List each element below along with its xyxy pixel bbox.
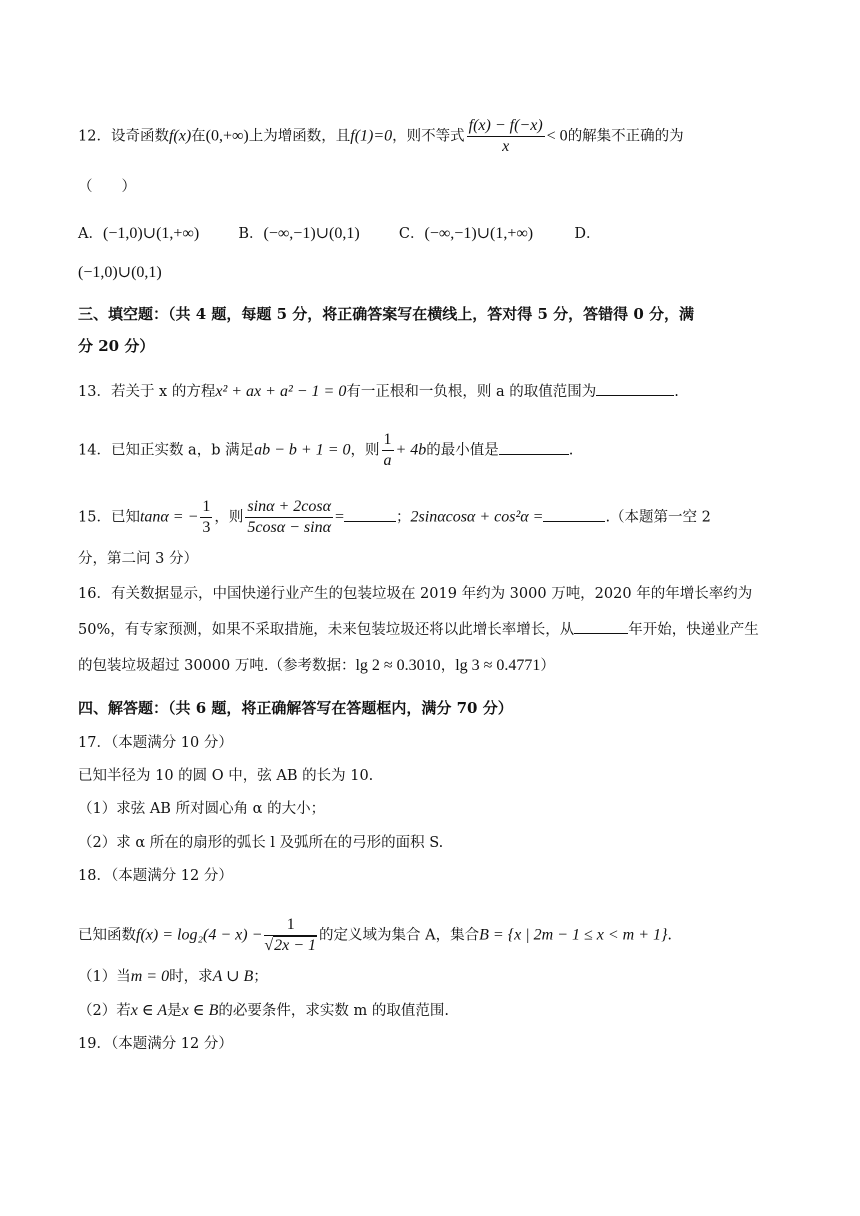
q18-set-b: B = {x | 2m − 1 ≤ x < m + 1} bbox=[479, 926, 668, 944]
sqrt-radicand: 2x − 1 bbox=[274, 937, 317, 954]
section4-title: 四、解答题：（共 6 题，将正确解答写在答题框内，满分 70 分） bbox=[78, 699, 513, 717]
option-d-value bbox=[78, 265, 790, 281]
q12-condition: f(1)=0 bbox=[350, 127, 393, 145]
q18-stem bbox=[78, 917, 790, 954]
option-a-value: (−1,0)∪(1,+∞) bbox=[102, 225, 200, 242]
q18-text: 时，求 bbox=[169, 969, 213, 985]
q16-ref-lg3: lg 3 ≈ 0.4771 bbox=[455, 657, 541, 674]
q12-inequality: < 0 bbox=[546, 127, 568, 145]
fraction-numerator: 1 bbox=[382, 432, 394, 451]
option-b-letter: B． bbox=[238, 226, 264, 242]
q17-part-2: （2）求 α 所在的扇形的弧长 l 及弧所在的弓形的面积 S. bbox=[78, 835, 444, 851]
q16-end: ） bbox=[540, 658, 555, 674]
q14-stem bbox=[78, 432, 790, 469]
fraction-denominator: 3 bbox=[202, 519, 211, 536]
fraction-denominator: 5cosα − sinα bbox=[247, 519, 331, 536]
q16-line-2 bbox=[78, 623, 790, 638]
fraction-numerator: 1 bbox=[264, 917, 317, 936]
q14-condition: ab − b + 1 = 0 bbox=[254, 441, 351, 459]
q16-line-3 bbox=[78, 658, 790, 674]
q16-answer-blank[interactable] bbox=[574, 632, 628, 634]
q13-answer-blank[interactable] bbox=[596, 394, 674, 396]
q18-x-in-b: x ∈ B bbox=[181, 1002, 219, 1019]
fraction-numerator: f(x) − f(−x) bbox=[467, 118, 545, 137]
q12-text: ，则不等式 bbox=[392, 128, 465, 145]
q12-text: 的解集不正确的为 bbox=[567, 128, 684, 145]
q18-text: 的定义域为集合 A，集合 bbox=[319, 927, 480, 944]
q17-stem: 已知半径为 10 的圆 O 中，弦 AB 的长为 10. bbox=[78, 768, 374, 784]
q14-answer-blank[interactable] bbox=[499, 453, 569, 455]
section3-title-cont: 分 20 分） bbox=[78, 337, 155, 355]
q15-stem bbox=[78, 499, 790, 536]
section3-title: 三、填空题：（共 4 题，每题 5 分，将正确答案写在横线上，答对得 5 分，答错得 0 分，满 bbox=[78, 305, 695, 323]
option-c-letter: C． bbox=[398, 226, 425, 242]
q18-fraction bbox=[264, 917, 317, 954]
q15-answer-blank-2[interactable] bbox=[543, 520, 605, 522]
q18-union: A ∪ B bbox=[212, 968, 254, 985]
q18-part-2 bbox=[78, 1003, 790, 1019]
q16-ref-lg2: lg 2 ≈ 0.3010 bbox=[355, 657, 441, 674]
q14-end: . bbox=[568, 442, 574, 459]
q12-options bbox=[78, 226, 790, 242]
q18-function: f(x) = log₂(4 − x) − bbox=[136, 926, 263, 944]
q16-text: 50%，有专家预测，如果不采取措施，未来包装垃圾还将以此增长率增长，从 bbox=[78, 622, 575, 638]
q13-text: 13．若关于 x 的方程 bbox=[78, 384, 216, 400]
q18-x-in-a: x ∈ A bbox=[130, 1002, 168, 1019]
q14-term: + 4b bbox=[395, 441, 427, 459]
q15-fraction-2 bbox=[245, 499, 333, 536]
q16-line-1: 16．有关数据显示，中国快递行业产生的包装垃圾在 2019 年约为 3000 万吨，2020 年的年增长率约为 bbox=[78, 586, 753, 602]
option-a-letter: A． bbox=[78, 226, 103, 242]
q12-text: 上为增函数，且 bbox=[248, 128, 351, 145]
q18-text: （1）当 bbox=[78, 969, 131, 985]
q19-head: 19．（本题满分 12 分） bbox=[78, 1036, 233, 1052]
q15-equals: = bbox=[334, 508, 345, 526]
q13-text: 有一正根和一负根，则 a 的取值范围为 bbox=[346, 384, 597, 400]
q15-expression: 2sinαcosα + cos²α = bbox=[410, 508, 544, 526]
q18-text: 已知函数 bbox=[78, 927, 136, 944]
fraction-denominator: x bbox=[502, 138, 510, 155]
fraction-numerator: 1 bbox=[200, 499, 212, 518]
q12-stem bbox=[78, 118, 790, 155]
q18-part-1 bbox=[78, 969, 790, 985]
q14-text: 14．已知正实数 a，b 满足 bbox=[78, 442, 255, 459]
q15-separator: ； bbox=[396, 509, 411, 526]
q12-text: 12．设奇函数 bbox=[78, 128, 169, 145]
q15-answer-blank-1[interactable] bbox=[344, 520, 396, 522]
q12-fraction bbox=[467, 118, 545, 155]
q18-end: ； bbox=[253, 969, 268, 985]
q16-text: 的包装垃圾超过 30000 万吨.（参考数据： bbox=[78, 658, 356, 674]
q16-text: 年开始，快递业产生 bbox=[628, 622, 759, 638]
q14-text: 的最小值是 bbox=[426, 442, 499, 459]
fraction-denominator: √2x − 1 bbox=[264, 937, 317, 954]
q18-text: 的必要条件，求实数 m 的取值范围. bbox=[218, 1003, 449, 1019]
q14-text: ，则 bbox=[350, 442, 380, 459]
option-d-text: (−1,0)∪(0,1) bbox=[78, 264, 162, 281]
fraction-denominator: a bbox=[383, 452, 392, 469]
q15-text: 15．已知 bbox=[78, 509, 140, 526]
q15-fraction-1 bbox=[200, 499, 212, 536]
q17-head: 17．（本题满分 10 分） bbox=[78, 735, 233, 751]
q18-end: . bbox=[667, 927, 672, 944]
q15-text: ，则 bbox=[214, 509, 244, 526]
q15-stem-cont: 分，第二问 3 分） bbox=[78, 551, 198, 567]
q16-comma: ， bbox=[440, 658, 456, 674]
q17-part-1: （1）求弦 AB 所对圆心角 α 的大小； bbox=[78, 801, 326, 817]
q18-head: 18．（本题满分 12 分） bbox=[78, 868, 233, 884]
q18-text: （2）若 bbox=[78, 1003, 131, 1019]
q12-answer-paren: （ ） bbox=[78, 179, 136, 195]
option-d-letter: D． bbox=[574, 226, 601, 242]
q13-stem bbox=[78, 384, 790, 400]
q18-m-value: m = 0 bbox=[130, 968, 170, 985]
q12-interval: (0,+∞) bbox=[205, 127, 249, 145]
q13-end: . bbox=[674, 384, 679, 400]
q12-function: f(x) bbox=[168, 127, 192, 145]
fraction-numerator: sinα + 2cosα bbox=[245, 499, 333, 518]
q18-text: 是 bbox=[167, 1003, 182, 1019]
q14-fraction bbox=[382, 432, 394, 469]
option-c-value: (−∞,−1)∪(1,+∞) bbox=[424, 225, 534, 242]
q12-text: 在 bbox=[191, 128, 206, 145]
option-b-value: (−∞,−1)∪(0,1) bbox=[263, 225, 360, 242]
q15-tan: tanα = − bbox=[139, 508, 199, 526]
q13-equation: x² + ax + a² − 1 = 0 bbox=[215, 383, 347, 400]
q15-text: .（本题第一空 2 bbox=[605, 509, 711, 526]
